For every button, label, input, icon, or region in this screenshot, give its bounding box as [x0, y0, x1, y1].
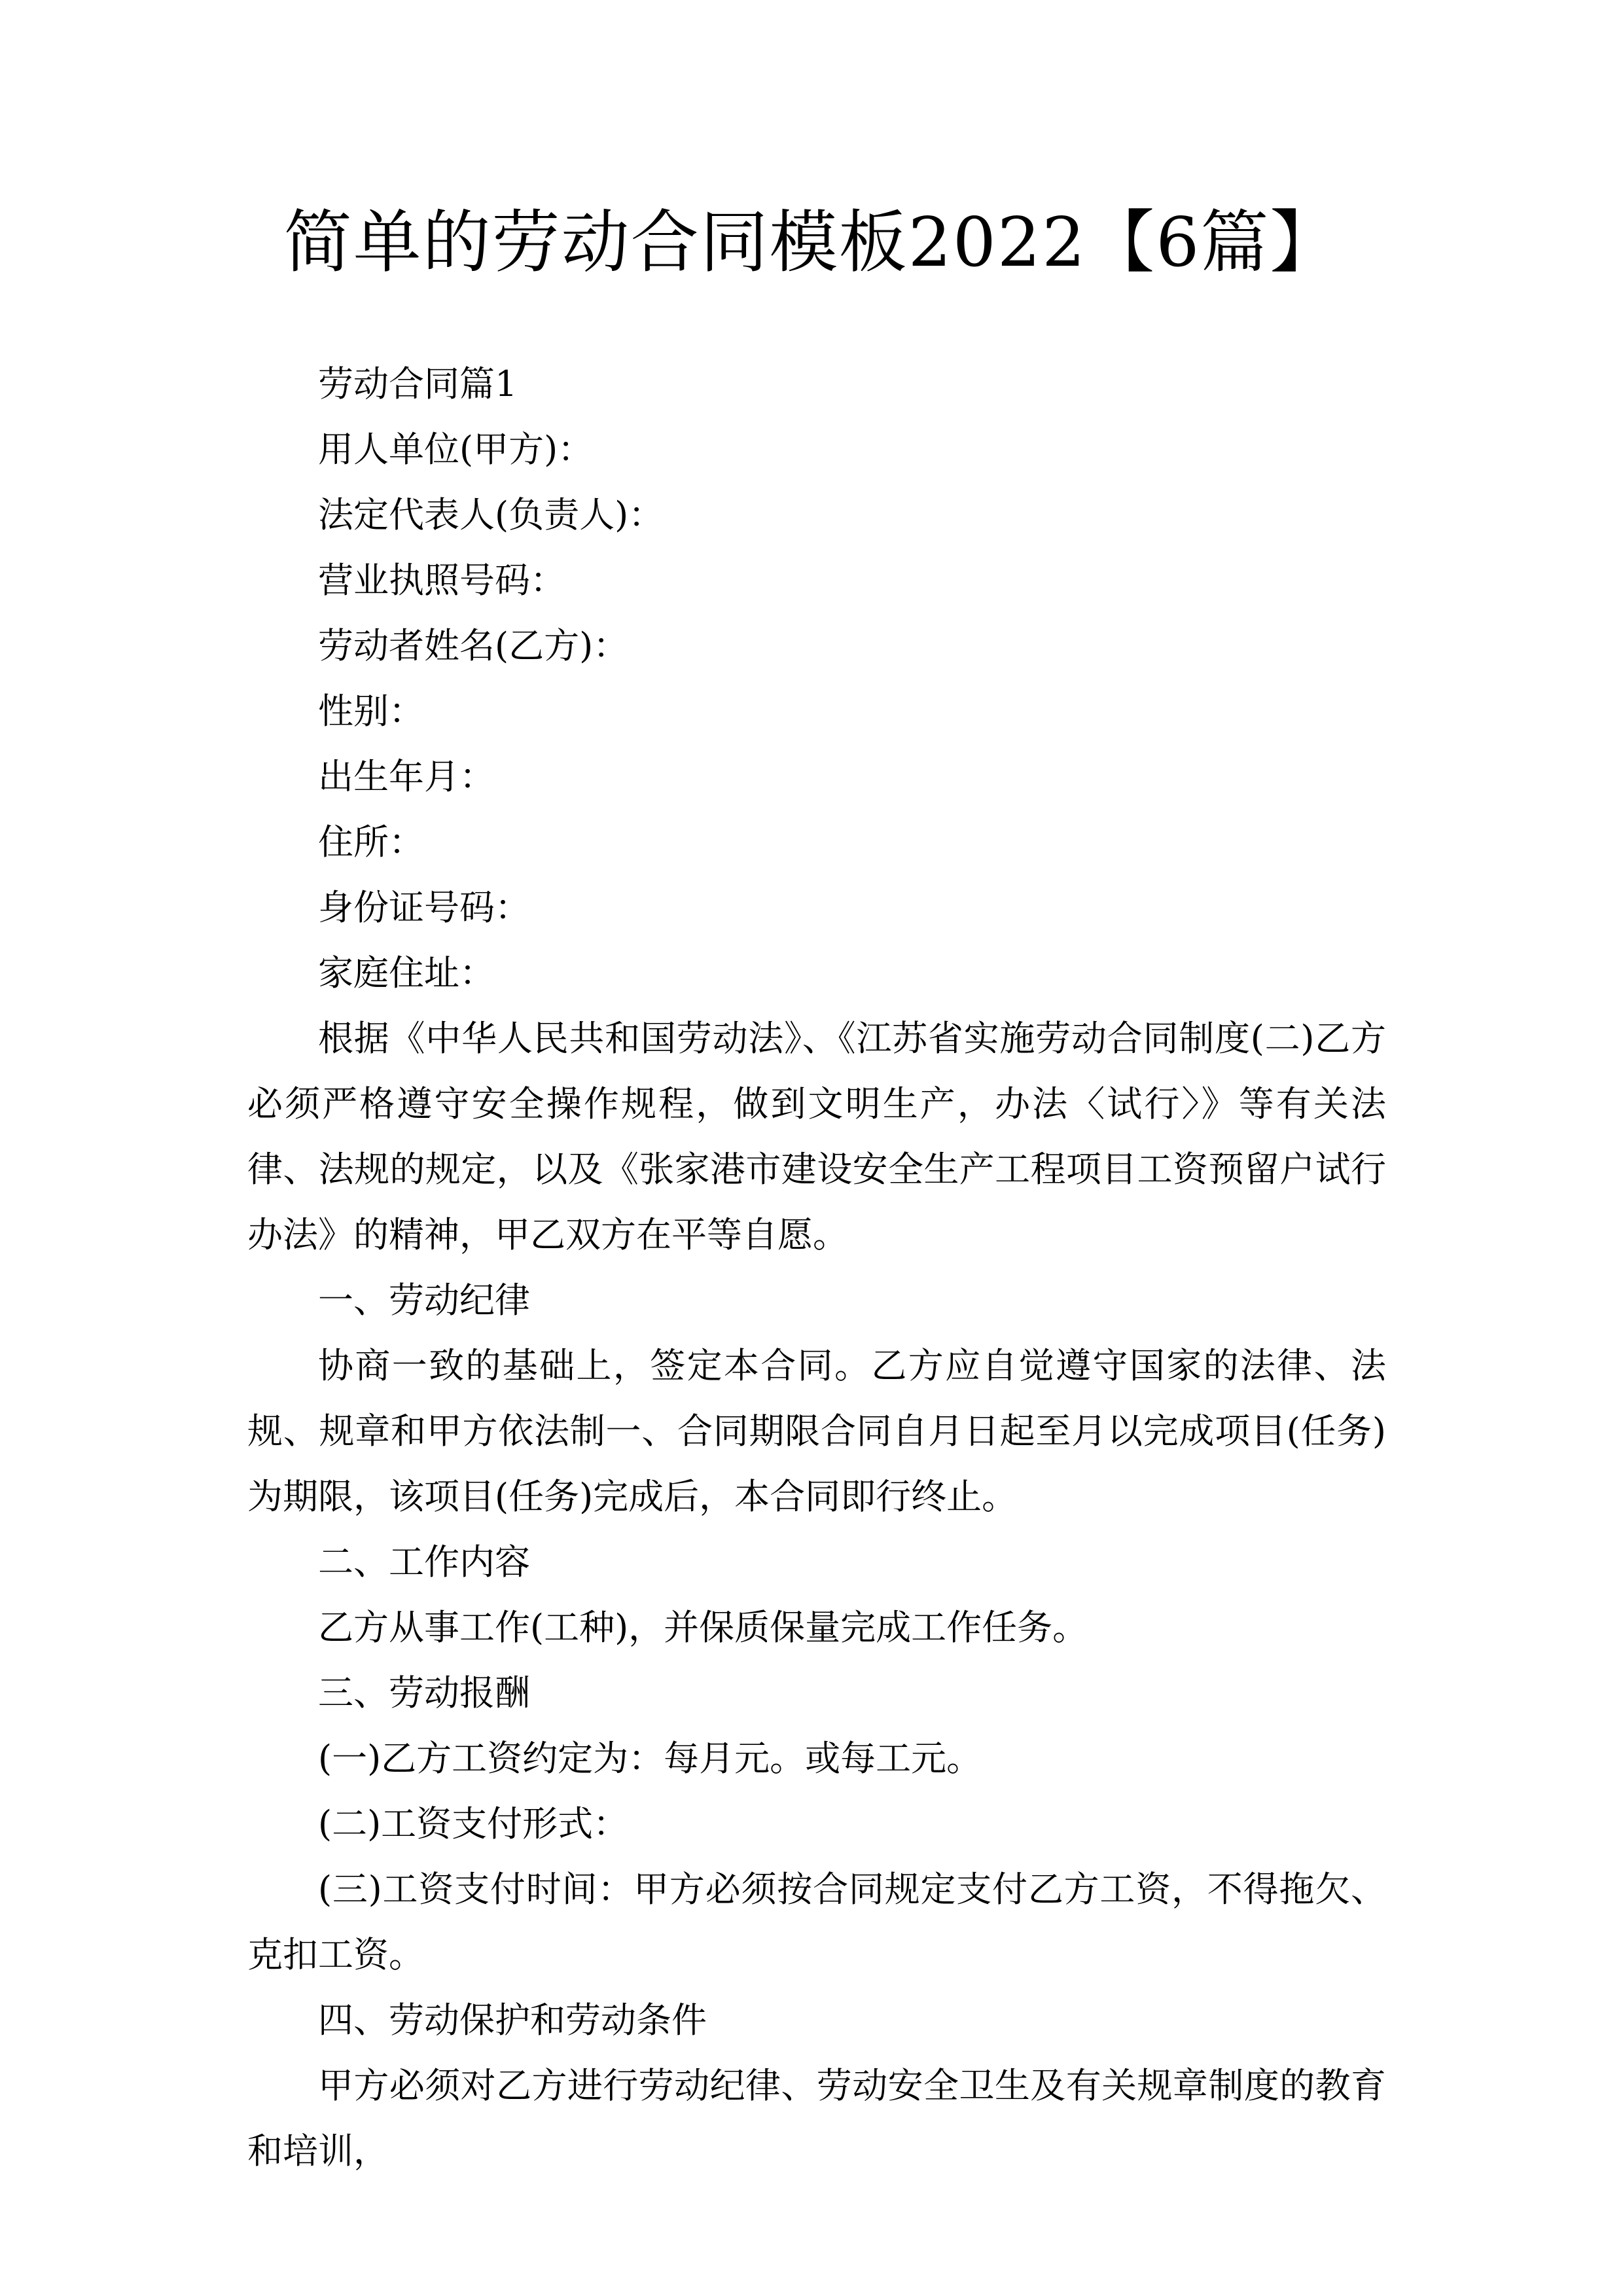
id-number-field: 身份证号码： [318, 887, 530, 928]
home-address-field: 家庭住址： [318, 952, 495, 994]
body-paragraph: (二)工资支付形式： [318, 1803, 629, 1844]
employer-field: 用人单位(甲方)： [318, 429, 594, 470]
body-paragraph: (一)乙方工资约定为：每月元。或每工元。 [318, 1738, 982, 1779]
body-paragraph: 根据《中华人民共和国劳动法》、《江苏省实施劳动合同制度(二)乙方必须严格遵守安全操作规程，做到文明生产，办法〈试行〉》等有关法律、法规的规定，以及《张家港市建设安全生产工程项目工资预留户试行办法》的精神，甲乙双方在平等自愿。 [247, 1018, 1386, 1255]
clause-heading: 四、劳动保护和劳动条件 [318, 2000, 707, 2041]
body-paragraph: 协商一致的基础上，签定本合同。乙方应自觉遵守国家的法律、法规、规章和甲方依法制一、合同期限合同自月日起至月以完成项目(任务)为期限，该项目(任务)完成后，本合同即行终止。 [247, 1345, 1386, 1517]
clause-heading: 一、劳动纪律 [318, 1280, 530, 1321]
gender-field: 性别： [318, 691, 424, 732]
employee-name-field: 劳动者姓名(乙方)： [318, 625, 629, 666]
body-paragraph: 甲方必须对乙方进行劳动纪律、劳动安全卫生及有关规章制度的教育和培训， [247, 2065, 1386, 2172]
birth-date-field: 出生年月： [318, 756, 495, 797]
clause-heading: 三、劳动报酬 [318, 1672, 530, 1713]
document-body [247, 351, 1386, 2184]
clause-heading: 二、工作内容 [318, 1541, 530, 1583]
business-license-field: 营业执照号码： [318, 560, 565, 601]
body-paragraph: 乙方从事工作(工种)，并保质保量完成工作任务。 [318, 1607, 1088, 1648]
document-title: 简单的劳动合同模板2022【6篇】 [283, 202, 1340, 282]
residence-field: 住所： [318, 821, 424, 863]
section-heading: 劳动合同篇1 [318, 363, 518, 404]
body-paragraph: (三)工资支付时间：甲方必须按合同规定支付乙方工资，不得拖欠、克扣工资。 [247, 1869, 1386, 1975]
legal-representative-field: 法定代表人(负责人)： [318, 494, 664, 535]
